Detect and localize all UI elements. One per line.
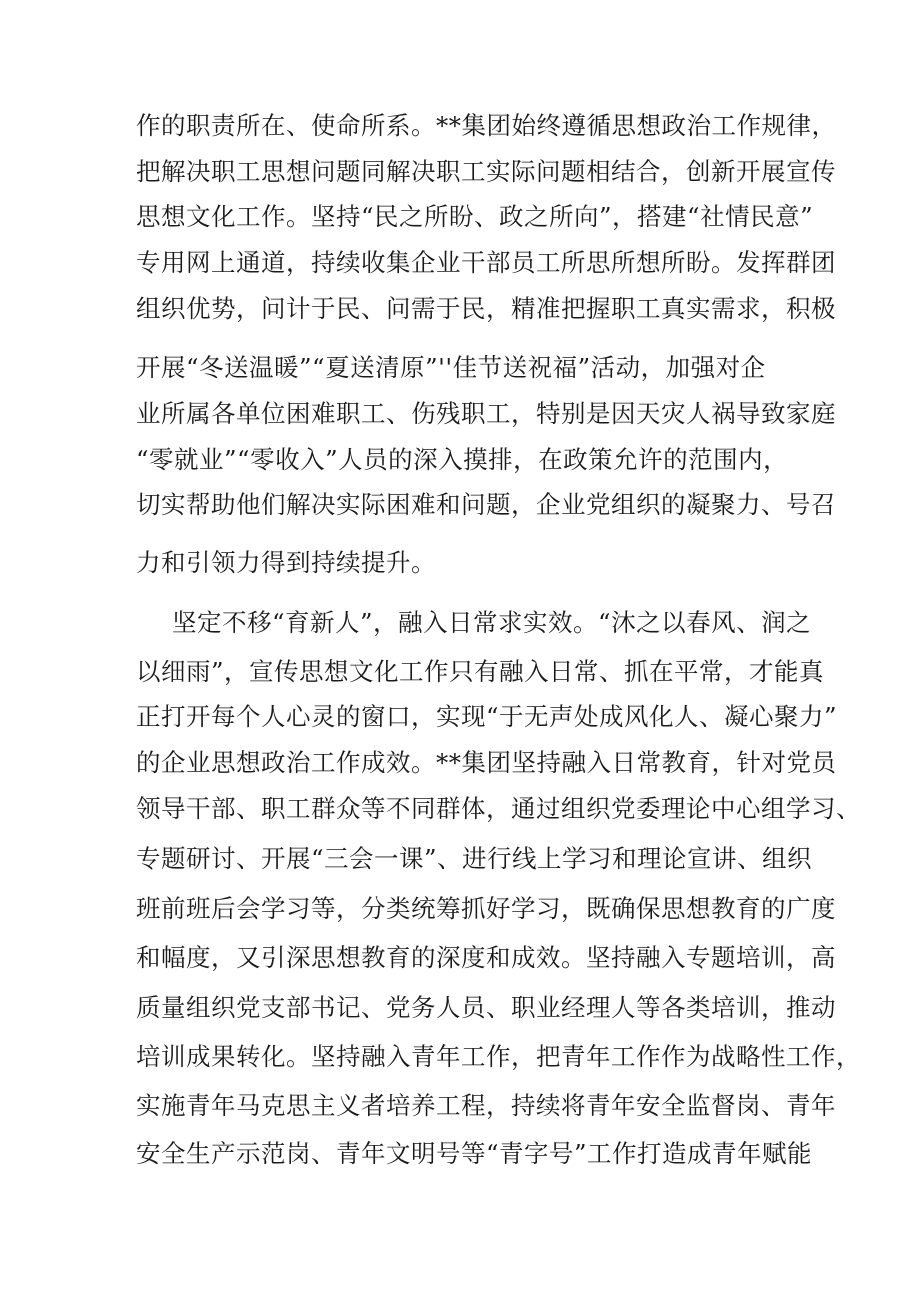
paragraph-2-line-1: 坚定不移“育新人”，融入日常求实效。“沐之以春风、润之 [172,608,812,637]
paragraph-2-line-12: 安全生产示范岗、青年文明号等“青字号”工作打造成青年赋能 [136,1139,813,1168]
paragraph-2-line-11: 实施青年马克思主义者培养工程，持续将青年安全监督岗、青年 [136,1091,836,1120]
paragraph-2-line-5: 领导干部、职工群众等不同群体，通过组织党委理论中心组学习、 [136,794,861,823]
paragraph-1-line-1: 作的职责所在、使命所系。**集团始终遵循思想政治工作规律， [136,111,837,140]
paragraph-2-line-9: 质量组织党支部书记、党务人员、职业经理人等各类培训，推动 [136,993,836,1022]
paragraph-1-line-2: 把解决职工思想问题同解决职工实际问题相结合，创新开展宣传 [136,157,836,186]
paragraph-2-line-10: 培训成果转化。坚持融入青年工作，把青年工作作为战略性工作， [136,1042,861,1071]
paragraph-2-line-3: 正打开每个人心灵的窗口，实现“于无声处成风化人、凝心聚力” [136,702,838,731]
paragraph-1-line-6: 开展“冬送温暖”“夏送清原”''佳节送祝福”活动，加强对企 [136,353,766,382]
paragraph-1-line-4: 专用网上通道，持续收集企业干部员工所思所想所盼。发挥群团 [136,248,836,277]
paragraph-2-line-6: 专题研讨、开展“三会一课”、进行线上学习和理论宣讲、组织 [136,844,813,873]
paragraph-2-line-8: 和幅度，又引深思想教育的深度和成效。坚持融入专题培训，高 [136,943,836,972]
paragraph-1-line-9: 切实帮助他们解决实际困难和问题，企业党组织的凝聚力、号召 [136,490,836,519]
paragraph-1-line-8: “零就业”“零收入”人员的深入摸排，在政策允许的范围内， [136,445,789,474]
paragraph-1-line-5: 组织优势，问计于民、问需于民，精准把握职工真实需求，积极 [136,294,836,323]
paragraph-2-line-7: 班前班后会学习等，分类统筹抓好学习，既确保思想教育的广度 [136,894,836,923]
paragraph-1-line-10: 力和引领力得到持续提升。 [136,548,436,577]
paragraph-2-line-2: 以细雨”，宣传思想文化工作只有融入日常、抓在平常，才能真 [136,657,825,686]
paragraph-1-line-3: 思想文化工作。坚持“民之所盼、政之所向”，搭建“社情民意” [136,202,814,231]
paragraph-1-line-7: 业所属各单位困难职工、伤残职工，特别是因天灾人祸导致家庭 [136,399,836,428]
paragraph-2-line-4: 的企业思想政治工作成效。**集团坚持融入日常教育，针对党员 [136,748,837,777]
